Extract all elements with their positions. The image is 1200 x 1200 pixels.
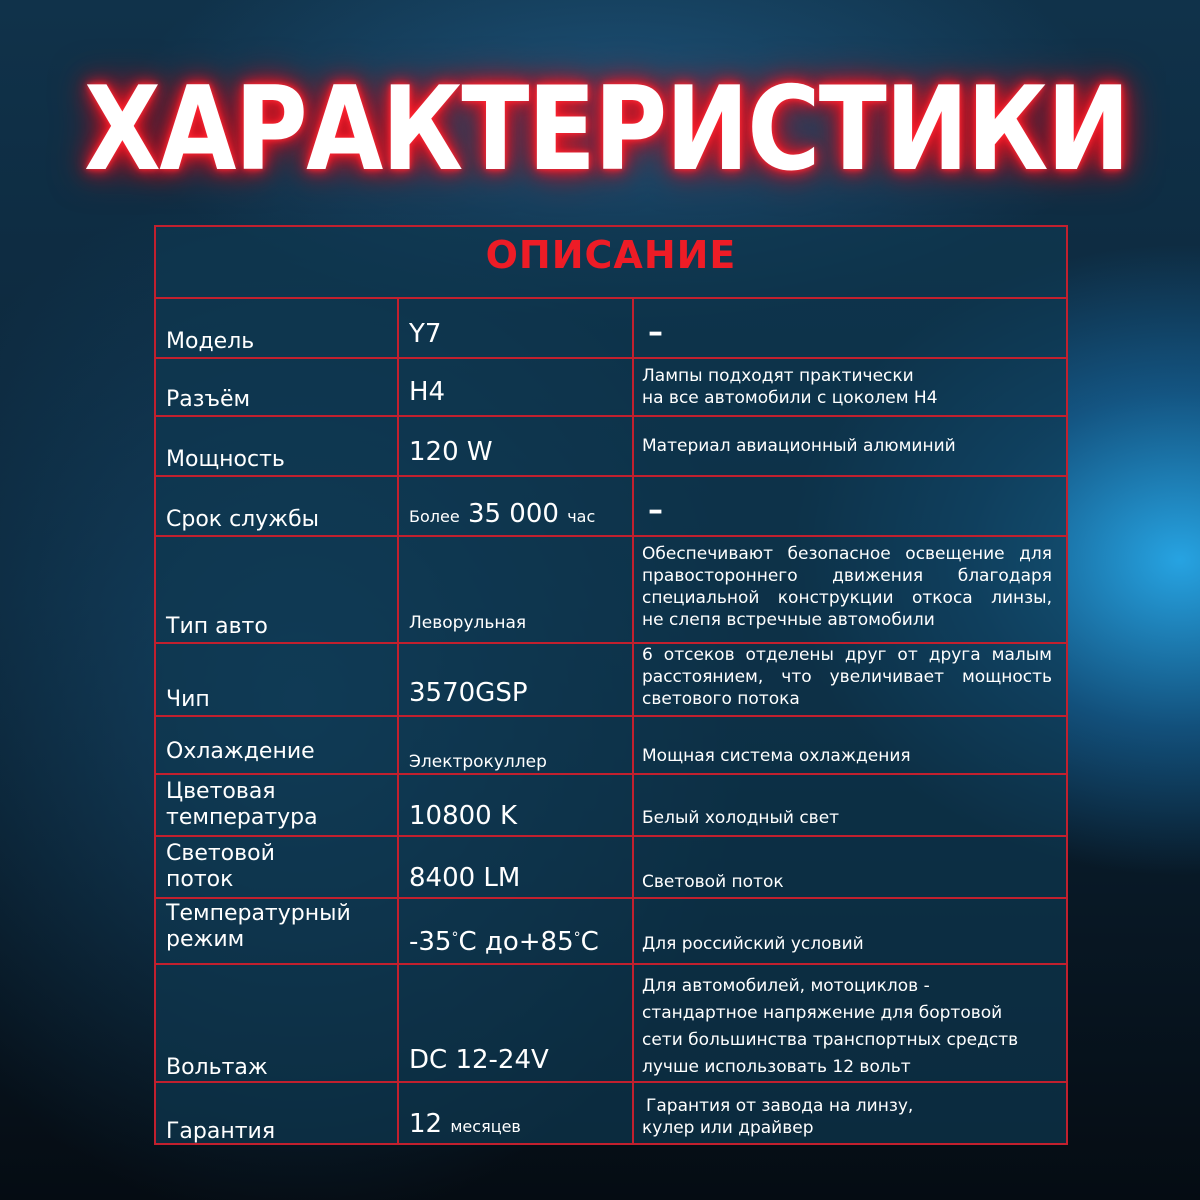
row-description: 6 отсеков отделены друг от друга малым расстоянием, что увеличивает мощность светового потока [642, 645, 1052, 709]
row-value: 120 W [409, 437, 493, 467]
row-label: Вольтаж [166, 1055, 268, 1080]
row-description: Лампы подходят практически на все автомобили с цоколем H4 [642, 366, 938, 408]
row-label: Световой поток [166, 841, 275, 892]
row-label: Тип авто [166, 614, 268, 639]
row-label: Чип [166, 687, 210, 712]
table-row-temperature-range [156, 899, 1066, 965]
table-row-model [156, 297, 1066, 359]
table-header-label: ОПИСАНИЕ [485, 233, 737, 277]
table-row-cooling [156, 717, 1066, 775]
row-description: Мощная система охлаждения [642, 746, 911, 766]
row-value: Леворульная [409, 613, 527, 633]
row-label: Разъём [166, 387, 251, 412]
table-row-power [156, 417, 1066, 477]
table-row-color-temperature [156, 775, 1066, 837]
row-value: H4 [409, 377, 446, 407]
row-description: Материал авиационный алюминий [642, 436, 956, 456]
row-value: DC 12-24V [409, 1045, 549, 1075]
table-row-car-type [156, 537, 1066, 644]
row-description: Гарантия от завода на линзу, кулер или драйвер [642, 1096, 914, 1138]
row-label: Срок службы [166, 507, 320, 532]
page-title: ХАРАКТЕРИСТИКИ [84, 62, 1129, 197]
table-row-chip [156, 644, 1066, 717]
row-value: Более 35 000 час [409, 499, 596, 529]
row-value: -35°C до+85°C [409, 927, 599, 957]
table-row-luminous-flux [156, 837, 1066, 899]
table-header [156, 227, 1066, 299]
row-label: Температурный режим [166, 901, 351, 952]
row-description: – [648, 493, 663, 528]
row-value: 10800 K [409, 801, 518, 831]
row-description: Белый холодный свет [642, 808, 840, 828]
row-label: Охлаждение [166, 739, 315, 764]
spec-table [154, 225, 1068, 1145]
row-description: Обеспечивают безопасное освещение для правостороннего движения благодаря специальной конструкции откоса линзы, не слепя встречные автомобили [642, 544, 1052, 630]
row-description: Для автомобилей, мотоциклов - стандартное напряжение для бортовой сети большинства транспортных средств лучше использовать 12 вольт [642, 976, 1019, 1077]
table-row-voltage [156, 965, 1066, 1083]
row-label: Гарантия [166, 1119, 276, 1144]
table-row-lifetime [156, 477, 1066, 537]
table-row-connector [156, 359, 1066, 417]
table-row-warranty [156, 1083, 1066, 1145]
row-value: 12 месяцев [409, 1109, 521, 1139]
row-label: Модель [166, 329, 255, 354]
row-label: Мощность [166, 447, 285, 472]
row-description: Световой поток [642, 872, 784, 892]
row-description: – [648, 315, 663, 350]
row-value: Y7 [409, 319, 442, 349]
row-description: Для российский условий [642, 934, 864, 954]
row-value: Электрокуллер [409, 752, 547, 772]
row-value: 8400 LM [409, 863, 521, 893]
row-label: Цветовая температура [166, 779, 318, 830]
row-value: 3570GSP [409, 678, 528, 708]
